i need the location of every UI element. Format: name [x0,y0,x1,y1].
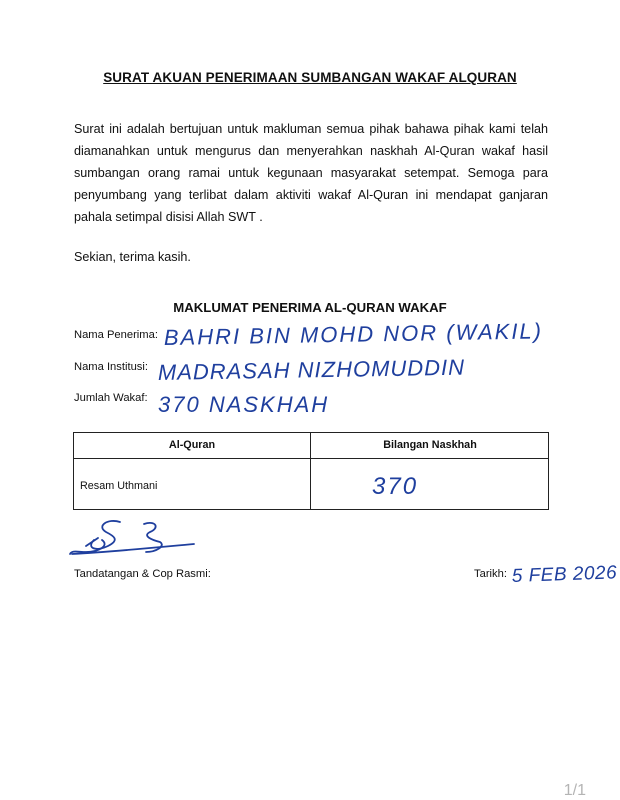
closing-text: Sekian, terima kasih. [74,250,191,264]
page-indicator: 1/1 [563,782,586,799]
quantity-handwritten: 370 NASKHAH [158,392,330,417]
recipient-label: Nama Penerima: [74,329,158,341]
institution-handwritten: MADRASAH NIZHOMUDDIN [157,354,466,385]
quantity-label: Jumlah Wakaf: [74,392,148,404]
document-title: SURAT AKUAN PENERIMAAN SUMBANGAN WAKAF ALQURAN [103,70,517,85]
table-cell-item: Resam Uthmani [80,480,158,492]
signature-label: Tandatangan & Cop Rasmi: [74,568,211,580]
date-label: Tarikh: [474,568,507,580]
section-title: MAKLUMAT PENERIMA AL-QURAN WAKAF [173,300,447,315]
table-header-divider [74,458,548,459]
institution-label: Nama Institusi: [74,361,148,373]
quran-table [73,432,549,510]
signature-mark [70,521,194,554]
table-header-quran: Al-Quran [168,439,216,451]
body-paragraph: Surat ini adalah bertujuan untuk makluman semua pihak bahawa pihak kami telah diamanahkan untuk mengurus dan menyerahkan naskhah Al-Quran wakaf hasil sumbangan orang ramai untuk kegunaan masyarakat setempat. Semoga para penyumbang yang terlibat dalam aktiviti wakaf Al-Quran ini mendapat ganjaran pahala setimpal disisi Allah SWT . [74,122,548,224]
date-handwritten: 5 FEB 2026 [511,562,618,587]
table-count-handwritten: 370 [372,473,419,500]
recipient-handwritten: BAHRI BIN MOHD NOR (WAKIL) [163,318,544,350]
table-header-count: Bilangan Naskhah [383,439,477,451]
